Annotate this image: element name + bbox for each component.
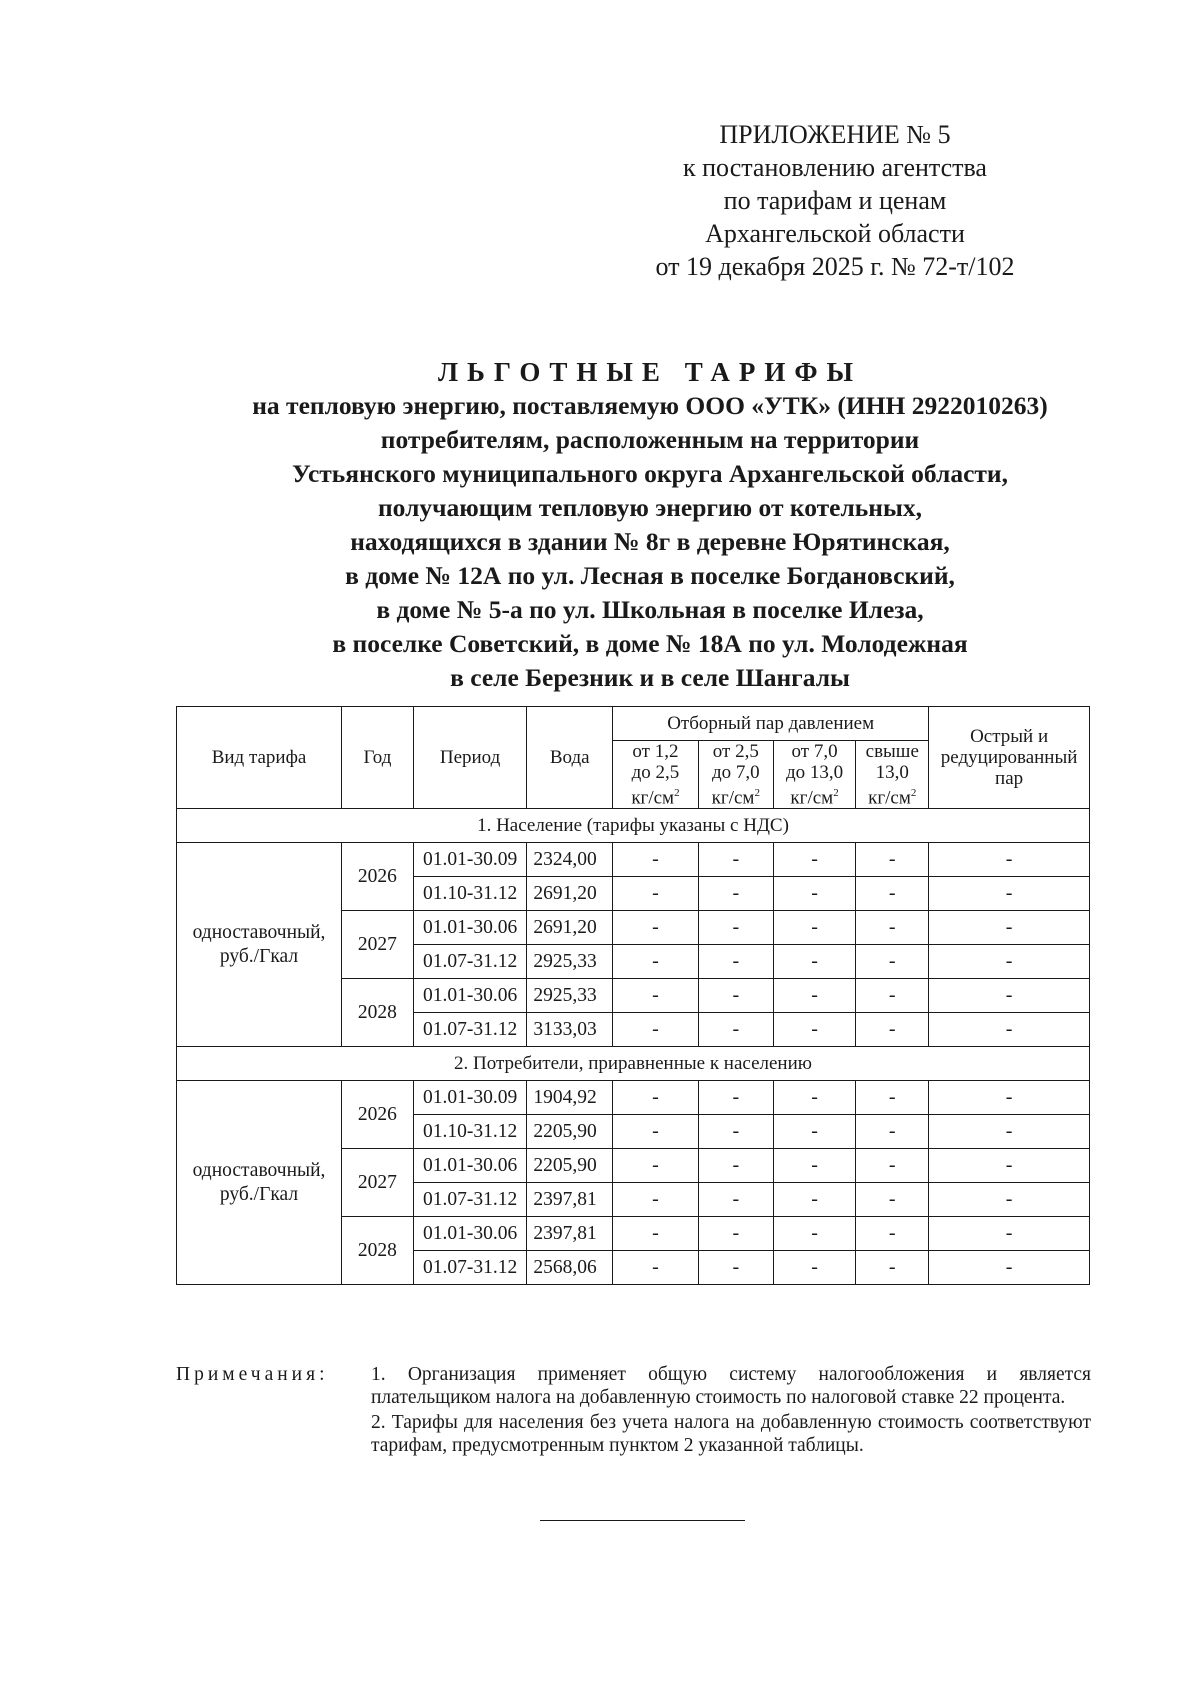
pressure-to: 13,0 [875,762,909,783]
tariff-kind: одноставочный, руб./Гкал [177,843,342,1047]
sharp-steam-tariff-cell: - [929,1013,1090,1047]
title-line: получающим тепловую энергию от котельных, [377,493,922,522]
steam-tariff-cell: - [856,911,929,945]
water-tariff-cell: 2397,81 [527,1183,613,1217]
title-line: находящихся в здании № 8г в деревне Юрятинская, [350,527,950,556]
pressure-to: до 2,5 [631,762,680,783]
steam-tariff-cell: - [856,877,929,911]
steam-tariff-cell: - [856,1149,929,1183]
col-header-water: Вода [527,707,613,809]
steam-tariff-cell: - [773,911,856,945]
pressure-unit: кг/см [790,787,834,809]
steam-tariff-cell: - [773,877,856,911]
notes-body [371,1363,1091,1459]
steam-tariff-cell: - [698,1183,773,1217]
water-tariff-cell: 2691,20 [527,911,613,945]
steam-tariff-cell: - [773,1013,856,1047]
year-cell: 2027 [342,1149,414,1217]
sharp-steam-tariff-cell: - [929,1217,1090,1251]
title-line: в поселке Советский, в доме № 18А по ул. Молодежная [332,629,968,658]
unit-superscript: 2 [754,787,760,799]
sharp-steam-tariff-cell: - [929,979,1090,1013]
steam-tariff-cell: - [698,1013,773,1047]
period-cell: 01.07-31.12 [413,1251,527,1285]
sharp-steam-tariff-cell: - [929,1115,1090,1149]
sharp-steam-tariff-cell: - [929,1081,1090,1115]
steam-tariff-cell: - [856,843,929,877]
steam-tariff-cell: - [773,1183,856,1217]
appendix-ref-line: к постановлению агентства [683,153,987,182]
steam-tariff-cell: - [856,1013,929,1047]
year-cell: 2026 [342,1081,414,1149]
col-header-pressure [698,741,773,809]
closing-rule [540,1520,745,1521]
steam-tariff-cell: - [698,945,773,979]
sharp-steam-tariff-cell: - [929,1183,1090,1217]
steam-tariff-cell: - [773,945,856,979]
water-tariff-cell: 2691,20 [527,877,613,911]
section-row [177,809,1090,843]
steam-tariff-cell: - [613,979,699,1013]
section-title: 2. Потребители, приравненные к населению [177,1047,1090,1081]
steam-tariff-cell: - [856,979,929,1013]
steam-tariff-cell: - [613,1013,699,1047]
steam-tariff-cell: - [773,1149,856,1183]
sharp-steam-tariff-cell: - [929,1251,1090,1285]
tariff-table [176,706,1090,1285]
col-header-year: Год [342,707,414,809]
steam-tariff-cell: - [613,877,699,911]
steam-tariff-cell: - [613,1149,699,1183]
period-cell: 01.01-30.09 [413,843,527,877]
steam-tariff-cell: - [856,945,929,979]
pressure-from: от 2,5 [712,741,759,762]
unit-superscript: 2 [833,787,839,799]
period-cell: 01.01-30.06 [413,1149,527,1183]
water-tariff-cell: 1904,92 [527,1081,613,1115]
steam-tariff-cell: - [613,843,699,877]
title-line: на тепловую энергию, поставляемую ООО «УТК» (ИНН 2922010263) [252,391,1048,420]
pressure-unit: кг/см [711,787,755,809]
steam-tariff-cell: - [698,1115,773,1149]
period-cell: 01.01-30.09 [413,1081,527,1115]
period-cell: 01.10-31.12 [413,877,527,911]
title-line: в доме № 5-а по ул. Школьная в поселке Илеза, [376,595,924,624]
steam-tariff-cell: - [698,1251,773,1285]
steam-tariff-cell: - [613,1217,699,1251]
section-row [177,1047,1090,1081]
steam-tariff-cell: - [698,911,773,945]
unit-superscript: 2 [910,787,917,799]
period-cell: 01.01-30.06 [413,911,527,945]
steam-tariff-cell: - [613,1115,699,1149]
steam-tariff-cell: - [773,1251,856,1285]
steam-tariff-cell: - [698,843,773,877]
steam-tariff-cell: - [698,1149,773,1183]
water-tariff-cell: 2925,33 [527,945,613,979]
water-tariff-cell: 2397,81 [527,1217,613,1251]
appendix-ref-line: Архангельской области [705,219,965,248]
title-heading: ЛЬГОТНЫЕ ТАРИФЫ [437,357,863,387]
note-item: 2. Тарифы для населения без учета налога на добавленную стоимость соответствуют тарифам, предусмотренным пунктом 2 указанной таблицы. [371,1412,1091,1456]
period-cell: 01.07-31.12 [413,1013,527,1047]
steam-tariff-cell: - [773,1115,856,1149]
steam-tariff-cell: - [613,911,699,945]
col-header-period: Период [413,707,527,809]
table-row [177,1081,1090,1115]
steam-tariff-cell: - [613,1183,699,1217]
appendix-number: ПРИЛОЖЕНИЕ № 5 [719,120,951,149]
note-item: 1. Организация применяет общую систему налогообложения и является плательщиком налога на добавленную стоимость по налоговой ставке 22 процента. [371,1364,1091,1408]
unit-superscript: 2 [674,787,680,799]
steam-tariff-cell: - [698,1081,773,1115]
notes-label: Примечания: [176,1364,329,1385]
steam-tariff-cell: - [613,1251,699,1285]
pressure-to: до 7,0 [711,762,760,783]
steam-tariff-cell: - [773,1217,856,1251]
period-cell: 01.07-31.12 [413,1183,527,1217]
steam-tariff-cell: - [773,843,856,877]
year-cell: 2027 [342,911,414,979]
document-title [120,355,1180,695]
sharp-steam-tariff-cell: - [929,843,1090,877]
steam-tariff-cell: - [856,1115,929,1149]
header-row [177,707,1090,741]
title-line: потребителям, расположенным на территории [380,425,920,454]
pressure-unit: кг/см [631,787,675,809]
col-header-pressure [773,741,856,809]
appendix-ref-line: по тарифам и ценам [723,186,947,215]
sharp-steam-tariff-cell: - [929,945,1090,979]
appendix-block [620,118,1050,283]
table-row [177,843,1090,877]
steam-tariff-cell: - [698,979,773,1013]
steam-tariff-cell: - [698,877,773,911]
col-header-kind: Вид тарифа [177,707,342,809]
water-tariff-cell: 2205,90 [527,1115,613,1149]
appendix-date: от 19 декабря 2025 г. № 72-т/102 [655,252,1015,281]
steam-tariff-cell: - [613,1081,699,1115]
col-header-steam: Отборный пар давлением [613,707,929,741]
steam-tariff-cell: - [613,945,699,979]
year-cell: 2026 [342,843,414,911]
sharp-steam-tariff-cell: - [929,877,1090,911]
steam-tariff-cell: - [773,979,856,1013]
year-cell: 2028 [342,1217,414,1285]
pressure-from: свыше [865,741,919,762]
steam-tariff-cell: - [773,1081,856,1115]
sharp-steam-tariff-cell: - [929,1149,1090,1183]
period-cell: 01.10-31.12 [413,1115,527,1149]
pressure-from: от 7,0 [791,741,838,762]
title-line: в селе Березник и в селе Шангалы [450,663,850,692]
tariff-kind: одноставочный, руб./Гкал [177,1081,342,1285]
period-cell: 01.01-30.06 [413,979,527,1013]
col-header-pressure [613,741,699,809]
col-header-sharp: Острый и редуцированный пар [929,707,1090,809]
water-tariff-cell: 3133,03 [527,1013,613,1047]
period-cell: 01.07-31.12 [413,945,527,979]
water-tariff-cell: 2324,00 [527,843,613,877]
steam-tariff-cell: - [856,1081,929,1115]
col-header-pressure [856,741,929,809]
water-tariff-cell: 2925,33 [527,979,613,1013]
title-line: в доме № 12А по ул. Лесная в поселке Богдановский, [345,561,955,590]
steam-tariff-cell: - [856,1183,929,1217]
pressure-unit: кг/см [868,787,911,809]
steam-tariff-cell: - [856,1217,929,1251]
steam-tariff-cell: - [856,1251,929,1285]
period-cell: 01.01-30.06 [413,1217,527,1251]
water-tariff-cell: 2205,90 [527,1149,613,1183]
year-cell: 2028 [342,979,414,1047]
water-tariff-cell: 2568,06 [527,1251,613,1285]
pressure-to: до 13,0 [785,762,844,783]
steam-tariff-cell: - [698,1217,773,1251]
pressure-from: от 1,2 [632,741,679,762]
title-line: Устьянского муниципального округа Архангельской области, [291,459,1008,488]
sharp-steam-tariff-cell: - [929,911,1090,945]
section-title: 1. Население (тарифы указаны с НДС) [177,809,1090,843]
